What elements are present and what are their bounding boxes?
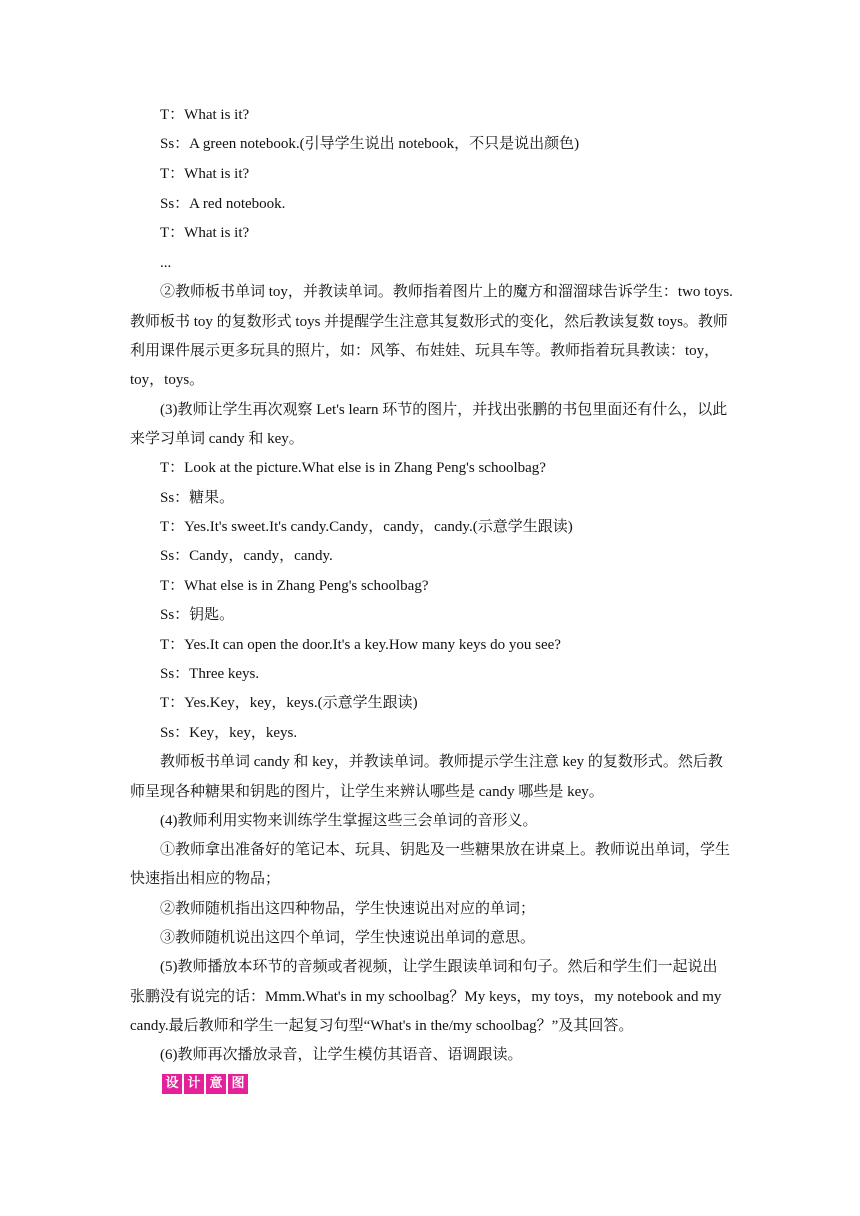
text-line: Ss：Candy，candy，candy. <box>160 548 333 564</box>
text-line: Ss：钥匙。 <box>160 607 235 623</box>
text-line: T：What is it? <box>160 166 250 182</box>
text-line: toy，toys。 <box>130 372 205 388</box>
text-line: Ss：Three keys. <box>160 666 260 682</box>
text-line: ... <box>160 255 172 271</box>
text-line: 张鹏没有说完的话：Mmm.What's in my schoolbag？My keys，my toys，my notebook and my <box>130 989 722 1005</box>
text-line: Ss：A green notebook.(引导学生说出 notebook，不只是说出颜色) <box>160 136 580 152</box>
text-line: (6)教师再次播放录音，让学生模仿其语音、语调跟读。 <box>160 1047 523 1063</box>
text-line: T：Look at the picture.What else is in Zhang Peng's schoolbag? <box>160 460 546 476</box>
text-line: (5)教师播放本环节的音频或者视频，让学生跟读单词和句子。然后和学生们一起说出 <box>160 959 718 975</box>
text-line: T：What else is in Zhang Peng's schoolbag? <box>160 578 429 594</box>
badge-char: 计 <box>184 1074 204 1094</box>
text-line: T：Yes.It's sweet.It's candy.Candy，candy，candy.(示意学生跟读) <box>160 519 573 535</box>
text-line: Ss：A red notebook. <box>160 196 286 212</box>
text-line: Ss：Key，key，keys. <box>160 725 298 741</box>
text-line: 师呈现各种糖果和钥匙的图片，让学生来辨认哪些是 candy 哪些是 key。 <box>130 784 604 800</box>
badge-char: 意 <box>206 1074 226 1094</box>
badge-char: 图 <box>228 1074 248 1094</box>
text-line: (4)教师利用实物来训练学生掌握这些三会单词的音形义。 <box>160 813 538 829</box>
text-line: 利用课件展示更多玩具的照片，如：风筝、布娃娃、玩具车等。教师指着玩具教读：toy， <box>130 343 720 359</box>
text-line: ①教师拿出准备好的笔记本、玩具、钥匙及一些糖果放在讲桌上。教师说出单词，学生 <box>160 842 731 858</box>
text-line: ②教师随机指出这四种物品，学生快速说出对应的单词； <box>160 901 536 917</box>
text-line: T：Yes.Key，key，keys.(示意学生跟读) <box>160 695 418 711</box>
design-intent-badge <box>162 1074 248 1094</box>
badge-char: 设 <box>162 1074 182 1094</box>
text-line: candy.最后教师和学生一起复习句型“What's in the/my schoolbag？”及其回答。 <box>130 1018 634 1034</box>
text-line: (3)教师让学生再次观察 Let's learn 环节的图片，并找出张鹏的书包里面还有什么，以此 <box>160 402 728 418</box>
text-line: 来学习单词 candy 和 key。 <box>130 431 304 447</box>
text-line: T：What is it? <box>160 107 250 123</box>
text-line: 教师板书 toy 的复数形式 toys 并提醒学生注意其复数形式的变化，然后教读复数 toys。教师 <box>130 314 728 330</box>
text-line: T：Yes.It can open the door.It's a key.How many keys do you see? <box>160 637 561 653</box>
text-line: 快速指出相应的物品； <box>130 871 281 887</box>
text-line: ②教师板书单词 toy，并教读单词。教师指着图片上的魔方和溜溜球告诉学生：two toys. <box>160 284 733 300</box>
text-line: Ss：糖果。 <box>160 490 235 506</box>
text-line: T：What is it? <box>160 225 250 241</box>
text-line: 教师板书单词 candy 和 key，并教读单词。教师提示学生注意 key 的复数形式。然后教 <box>160 754 723 770</box>
text-line: ③教师随机说出这四个单词，学生快速说出单词的意思。 <box>160 930 536 946</box>
